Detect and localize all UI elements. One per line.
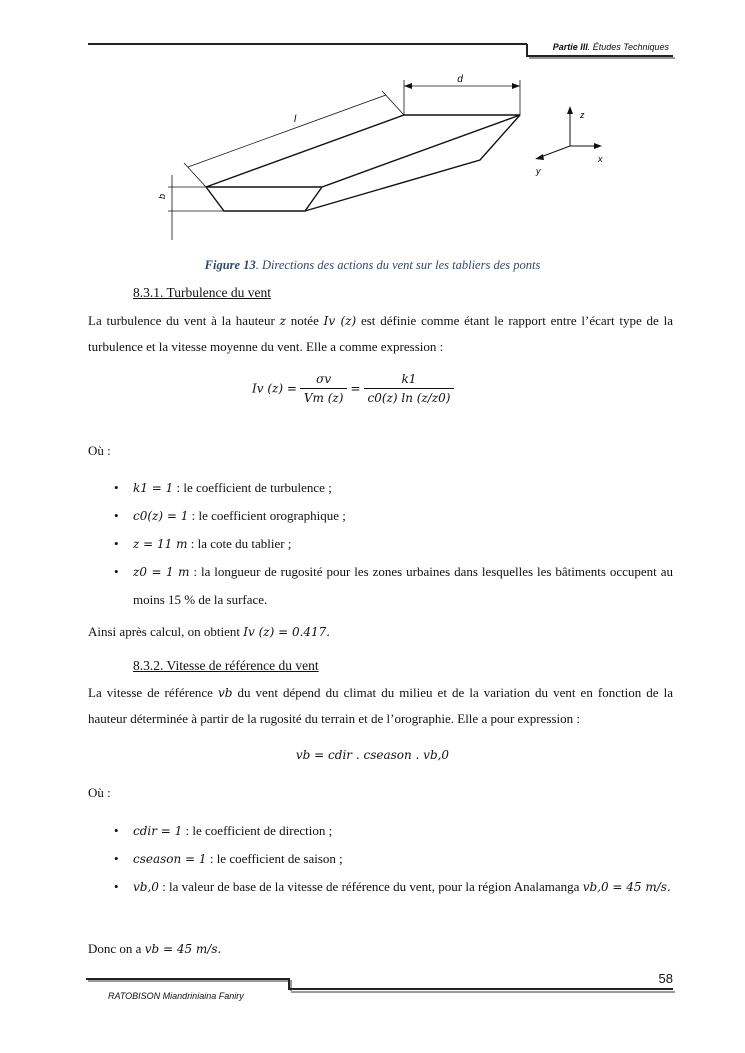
- section-8-3-2-title: 8.3.2. Vitesse de référence du vent: [133, 658, 319, 673]
- figure-caption: Figure 13. Directions des actions du vent sur les tabliers des ponts: [204, 258, 541, 272]
- s832-bullet-list: [88, 817, 673, 901]
- reference-speed-equation: vb = cdir . cseason . vb,0: [295, 748, 450, 762]
- list-item: • cseason = 1 : le coefficient de saison ;: [114, 851, 343, 866]
- axis-y-label: y: [536, 166, 541, 176]
- list-item: • k1 = 1 : le coefficient de turbulence ;: [114, 480, 332, 495]
- list-item: • z = 11 m : la cote du tablier ;: [114, 536, 292, 551]
- s832-intro: La vitesse de référence vb du vent dépend du climat du milieu et de la variation du vent en fonction de la hauteur déterminée à partir de la rugosité du terrain et de l’orographie. Elle a pour expression :: [88, 685, 673, 726]
- turbulence-equation: Iv (z) = $\frac{\sigma v}{Vm (z)}$ = $\frac{k1}{c0(z) \ln (z/z0)}$: [252, 370, 454, 407]
- bridge-deck-figure: [140, 70, 610, 250]
- deck-far-side: [305, 115, 520, 211]
- list-item: • c0(z) = 1 : le coefficient orographique ;: [114, 508, 346, 523]
- s831-ou: Où :: [88, 443, 111, 458]
- s831-bullet-list: [88, 474, 673, 613]
- footer-rule: [0, 970, 745, 1010]
- s832-result: Donc on a vb = 45 m/s.: [88, 941, 222, 956]
- section-8-3-1-title: 8.3.1. Turbulence du vent: [133, 285, 271, 300]
- label-l: l: [294, 114, 297, 125]
- list-item: • z0 = 1 m : la longueur de rugosité pour les zones urbaines dans lesquelles les bâtiments occupent au moins 15 % de la surface.: [114, 564, 673, 607]
- header-rule: [0, 0, 745, 70]
- label-b: b: [157, 193, 167, 199]
- list-item: • vb,0 : la valeur de base de la vitesse de référence du vent, pour la région Analamanga vb,0 = 45 m/s.: [114, 879, 671, 894]
- list-item: • cdir = 1 : le coefficient de direction ;: [114, 823, 333, 838]
- s832-ou: Où :: [88, 785, 111, 800]
- axis-x-label: x: [598, 154, 603, 164]
- axis-z-label: z: [580, 110, 585, 120]
- footer-author: RATOBISON Miandriniaina Faniry: [108, 991, 244, 1001]
- deck-outline: [206, 115, 520, 187]
- deck-underside: [206, 187, 322, 211]
- s831-result: Ainsi après calcul, on obtient Iv (z) = 0.417.: [88, 624, 331, 639]
- label-d: d: [457, 74, 463, 85]
- page-number: 58: [658, 971, 673, 986]
- header-part-label: Partie III. Études Techniques: [552, 42, 669, 52]
- s831-intro: La turbulence du vent à la hauteur z notée Iv (z) est définie comme étant le rapport entre l’écart type de la turbulence et la vitesse moyenne du vent. Elle a comme expression :: [88, 313, 673, 354]
